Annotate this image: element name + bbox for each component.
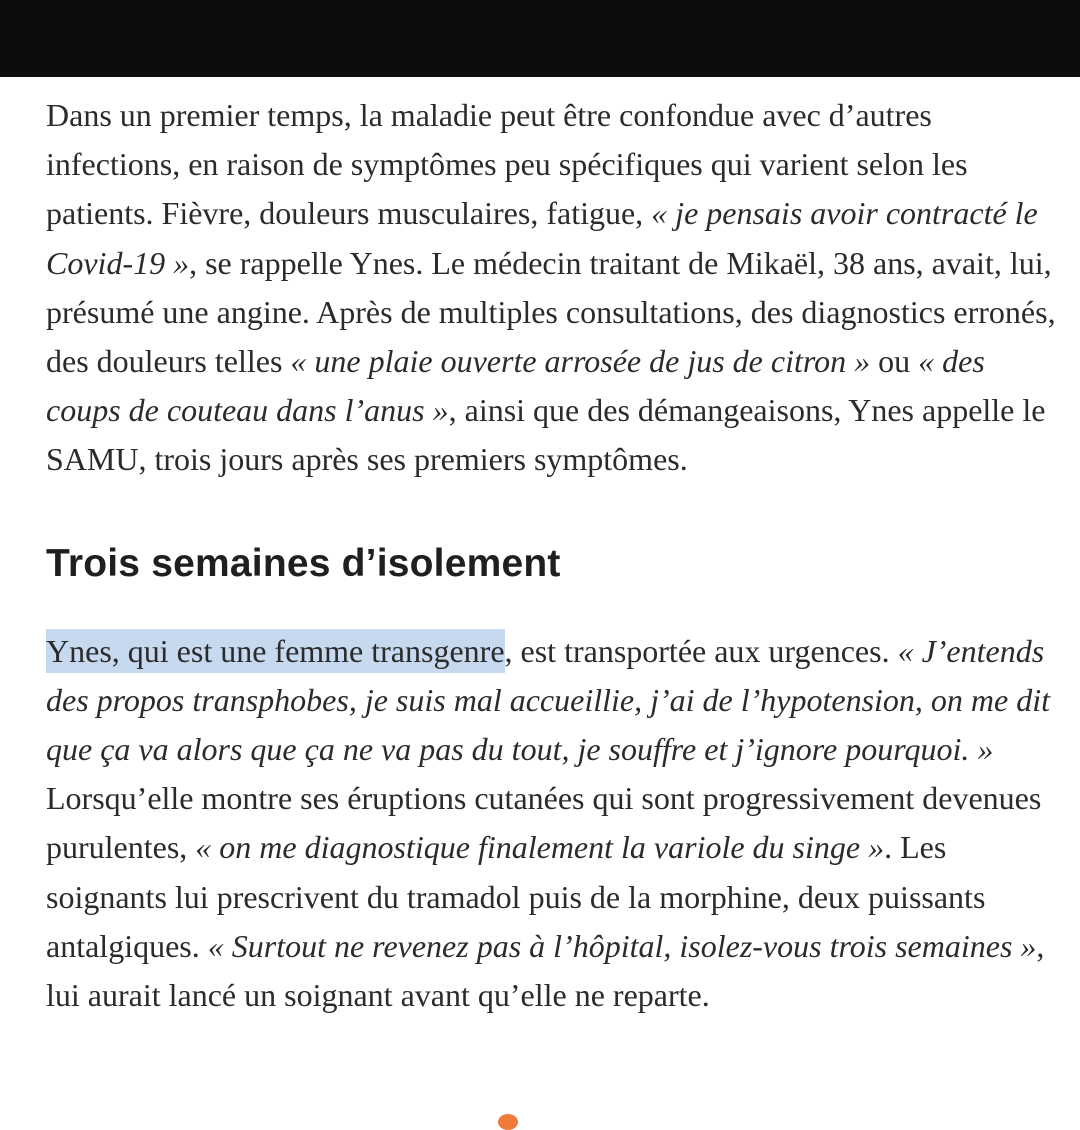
quote-text: « une plaie ouverte arrosée de jus de citron » [290,343,871,380]
article-paragraph-1 [46,91,1056,485]
quote-text: « Surtout ne revenez pas à l’hôpital, isolez-vous trois semaines » [207,927,1037,964]
paragraph-text: Dans un premier temps, la maladie peut être confondue avec d’autres infections, en raison de symptômes peu spécifiques qui varient selon les patients. Fièvre, douleurs musculaires, fatigue, [46,97,968,232]
article-body [46,91,1056,1020]
quote-text: « des coups de couteau dans l’anus » [46,343,985,429]
paragraph-text: , lui aurait lancé un soignant avant qu’elle ne reparte. [46,927,1045,1014]
section-heading: Trois semaines d’isolement [46,541,561,585]
paragraph-text: . Les soignants lui prescrivent du tramadol puis de la morphine, deux puissants antalgiques. [46,829,986,964]
quote-text: « J’entends des propos transphobes, je suis mal accueillie, j’ai de l’hypotension, on me dit que ça va alors que ça ne va pas du tout, je souffre et j’ignore pourquoi. » [46,632,1051,768]
top-bar [0,0,1080,77]
paragraph-text: ou [870,343,919,380]
paragraph-text: Lorsqu’elle montre ses éruptions cutanées qui sont progressivement devenues purulentes, [46,780,1042,866]
paragraph-text: , est transportée aux urgences. [504,632,898,669]
article-paragraph-2 [46,627,1056,1021]
paragraph-text: , ainsi que des démangeaisons, Ynes appelle le SAMU, trois jours après ses premiers symptômes. [46,392,1046,478]
quote-text: « on me diagnostique finalement la variole du singe » [195,829,885,866]
paragraph-text: , se rappelle Ynes. Le médecin traitant de Mikaël, 38 ans, avait, lui, présumé une angine. Après de multiples consultations, des diagnostics erronés, des douleurs telles [46,244,1056,380]
quote-text: « je pensais avoir contracté le Covid-19 » [46,195,1038,281]
selected-text[interactable]: Ynes, qui est une femme transgenre [46,632,505,669]
scroll-indicator[interactable] [498,1114,518,1130]
